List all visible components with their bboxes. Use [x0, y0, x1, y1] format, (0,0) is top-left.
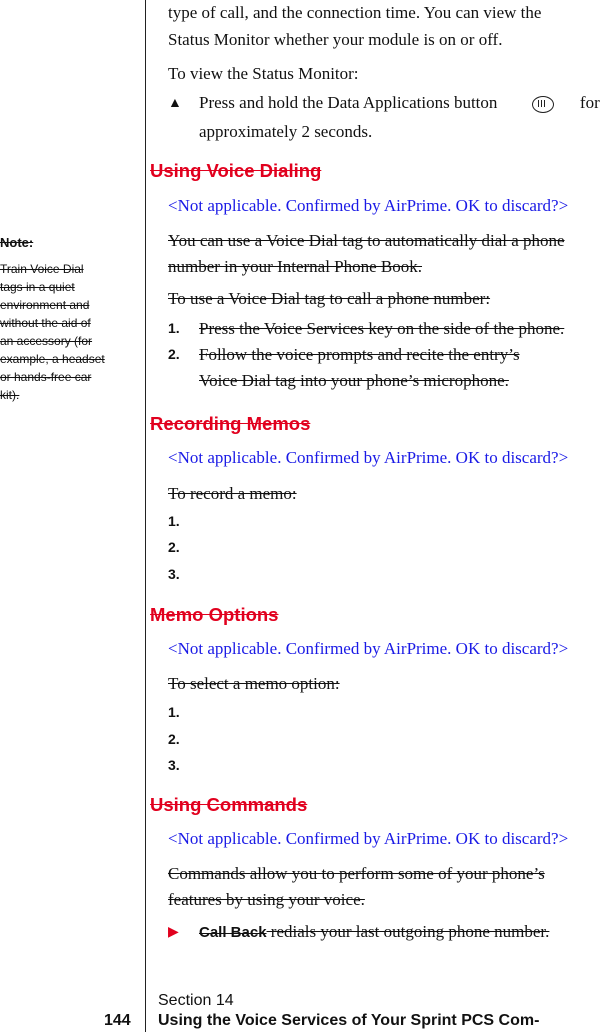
intro-line-3: To view the Status Monitor:	[168, 64, 359, 83]
intro-bullet-line-2: approximately 2 seconds.	[199, 122, 373, 141]
step-number-3: 3.	[168, 566, 180, 582]
intro-bullet	[199, 90, 600, 115]
step-number-2: 2.	[168, 731, 180, 747]
voice-dialing-step-1: Press the Voice Services key on the side of the phone.	[199, 319, 565, 338]
intro-line-2: Status Monitor whether your module is on or off.	[168, 30, 503, 49]
note-line-8: kit).	[0, 388, 20, 402]
note-line-1: Train Voice Dial	[0, 262, 84, 276]
heading-using-commands: Using Commands	[150, 794, 308, 815]
note-line-5: an accessory (for	[0, 334, 93, 348]
intro-line-1: type of call, and the connection time. You can view the	[168, 3, 542, 22]
voice-dialing-p1-line-2: number in your Internal Phone Book.	[168, 257, 423, 276]
using-commands-p1-line-2: features by using your voice.	[168, 890, 365, 909]
note-line-6: example, a headset	[0, 352, 105, 366]
footer-section: Section 14	[158, 992, 234, 1009]
arrow-bullet-icon: ▶	[168, 925, 179, 940]
data-applications-key-icon	[532, 96, 554, 113]
margin-rule	[145, 0, 146, 1032]
note-line-4: without the aid of	[0, 316, 91, 330]
command-name: Call Back	[199, 924, 267, 941]
voice-dialing-p1-line-1: You can use a Voice Dial tag to automatically dial a phone	[168, 231, 565, 250]
triangle-bullet-icon: ▲	[168, 96, 182, 111]
using-commands-bullet	[199, 919, 576, 945]
memo-options-p1: To select a memo option:	[168, 674, 340, 693]
step-number-3: 3.	[168, 757, 180, 773]
footer-page-number: 144	[104, 1012, 131, 1029]
note-line-2: tags in a quiet	[0, 280, 75, 294]
voice-dialing-step-2-line-1: Follow the voice prompts and recite the entry’s	[199, 345, 520, 364]
step-number-2: 2.	[168, 539, 180, 555]
notice-recording-memos: <Not applicable. Confirmed by AirPrime. OK to discard?>	[168, 448, 569, 467]
heading-memo-options: Memo Options	[150, 604, 279, 625]
using-commands-p1-line-1: Commands allow you to perform some of your phone’s	[168, 864, 545, 883]
notice-voice-dialing: <Not applicable. Confirmed by AirPrime. OK to discard?>	[168, 196, 569, 215]
heading-using-voice-dialing: Using Voice Dialing	[150, 160, 322, 181]
step-number-1: 1.	[168, 704, 180, 720]
notice-using-commands: <Not applicable. Confirmed by AirPrime. OK to discard?>	[168, 829, 569, 848]
recording-memos-p1: To record a memo:	[168, 484, 297, 503]
voice-dialing-step-2-line-2: Voice Dial tag into your phone’s microphone.	[199, 371, 509, 390]
step-number-1: 1.	[168, 320, 180, 336]
note-title: Note:	[0, 235, 34, 250]
step-number-2: 2.	[168, 346, 180, 362]
command-description: redials your last outgoing phone number.	[266, 922, 550, 941]
heading-recording-memos: Recording Memos	[150, 413, 311, 434]
intro-bullet-end: for	[579, 93, 600, 112]
footer-title: Using the Voice Services of Your Sprint PCS Com-	[158, 1012, 540, 1029]
note-line-3: environment and	[0, 298, 90, 312]
intro-bullet-text: Press and hold the Data Applications button	[199, 93, 498, 112]
notice-memo-options: <Not applicable. Confirmed by AirPrime. OK to discard?>	[168, 639, 569, 658]
voice-dialing-p2: To use a Voice Dial tag to call a phone number:	[168, 289, 491, 308]
note-line-7: or hands-free car	[0, 370, 92, 384]
step-number-1: 1.	[168, 513, 180, 529]
